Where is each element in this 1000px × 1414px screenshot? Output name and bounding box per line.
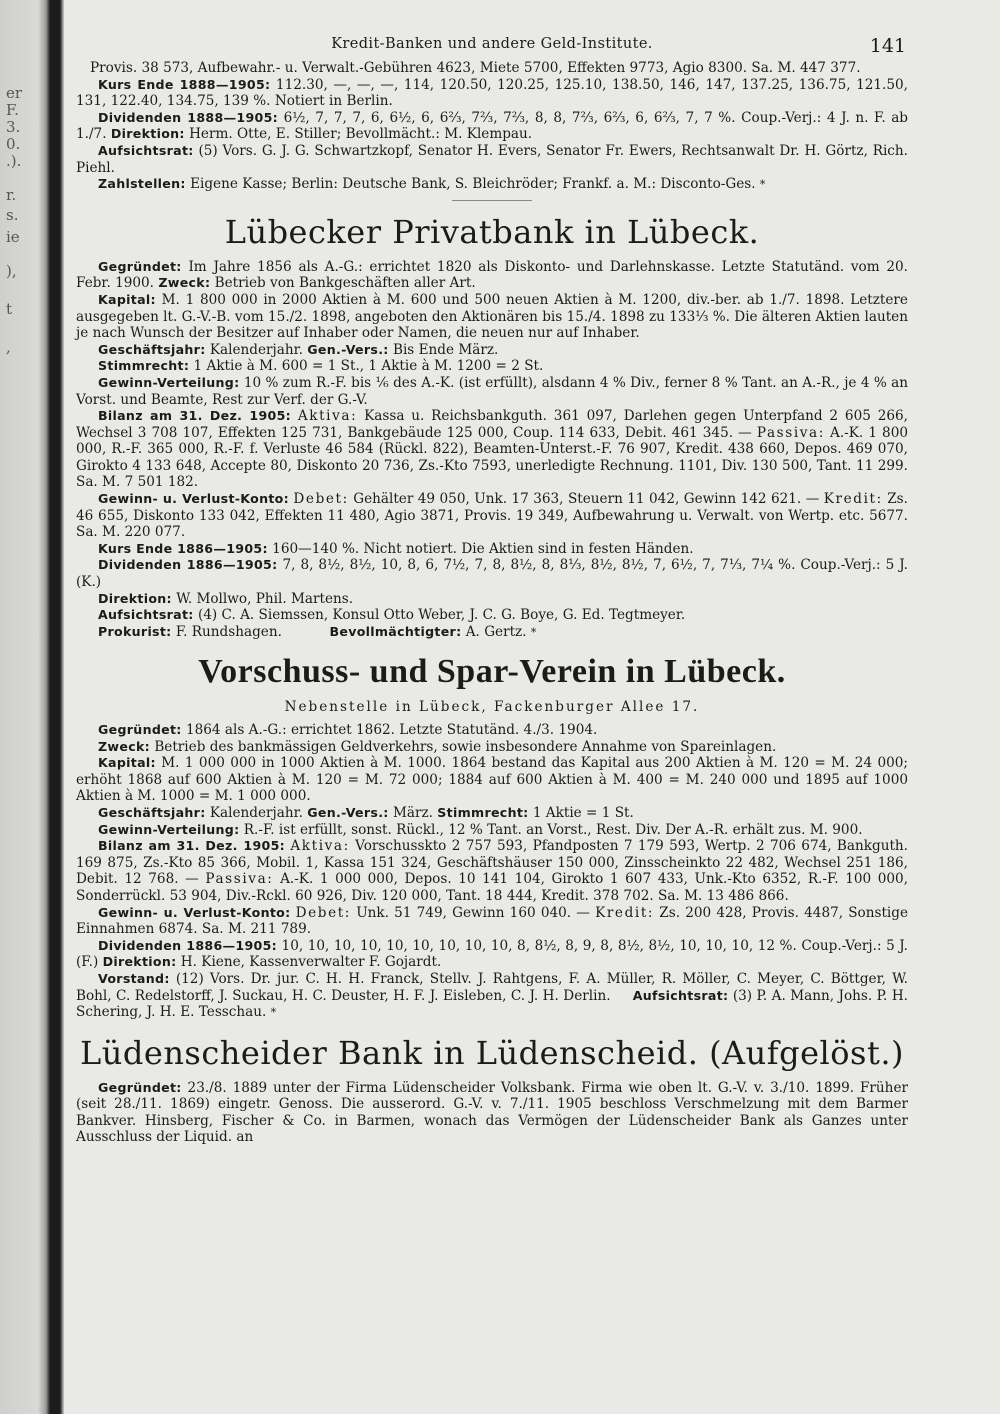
direktion-text: W. Mollwo, Phil. Martens. [176, 590, 354, 607]
guv-kredit-text: Zs. 46 655, Diskonto 133 042, Effekten 11 480, Agio 3871, Provis. 19 349, Aufbewahrung u. Verwalt. von Wertp. etc. 5677. Sa. M. 220 077. [76, 491, 908, 541]
kapital-text: M. 1 000 000 in 1000 Aktien à M. 1000. 1864 bestand das Kapital aus 200 Aktien à M. 120 = M. 24 000; erhöht 1868 auf 600 Aktien à M. 120 = M. 72 000; 1884 auf 600 Aktien à M. 400 = M. 240 000 und 1895 auf 1000 Aktien à M. 1000 = M. 1 000 000. [76, 755, 909, 805]
entry-end-mark: * [759, 178, 766, 192]
vorstand-label: Vorstand: [98, 970, 170, 986]
aktiva-word: Aktiva: [297, 408, 358, 425]
gewinn-verlust-label: Gewinn- u. Verlust-Konto: [98, 491, 289, 507]
section-title: Lüdenscheider Bank in Lüdenscheid. (Aufgelöst.) [80, 1033, 904, 1072]
section-vorschuss-spar-verein [76, 653, 908, 1021]
section-title: Lübecker Privatbank in Lübeck. [224, 212, 760, 251]
margin-fragment: 3. [6, 118, 21, 136]
gegruendet-entry [76, 722, 908, 739]
gen-vers-label: Gen.-Vers.: [307, 804, 389, 820]
prokurist-label: Prokurist: [98, 623, 172, 639]
direktion-text: H. Kiene, Kassenverwalter F. Gojardt. [180, 954, 442, 971]
bilanz-label: Bilanz am 31. Dez. 1905: [98, 838, 286, 854]
aufsichtsrat-entry [76, 607, 908, 624]
aufsichtsrat-text: (3) P. A. Mann, Johs. P. H. Schering, J. H. E. Tesschau. [76, 987, 908, 1021]
zahlstellen-text: Eigene Kasse; Berlin: Deutsche Bank, S. Bleichröder; Frankf. a. M.: Disconto-Ges. [190, 176, 756, 193]
gewinn-verteilung-text: R.-F. ist erfüllt, sonst. Rückl., 12 % Tant. an Vorst., Rest. Div. Der A.-R. erhält zus. M. 900. [243, 821, 863, 838]
kapital-entry [76, 292, 908, 342]
vorstand-text: (12) Vors. Dr. jur. C. H. H. Franck, Stellv. J. Rahtgens, F. A. Müller, R. Möller, C. Meyer, C. Böttger, W. Bohl, C. Redelstorff, J. Suckau, H. C. Deuster, H. F. J. Eisleben, C. J. H. Derlin. [76, 970, 908, 1004]
gegruendet-label: Gegründet: [98, 1079, 182, 1095]
stimmrecht-entry [76, 358, 908, 375]
gegruendet-entry [76, 259, 908, 292]
gewinn-verteilung-entry [76, 375, 908, 408]
direktion-label: Direktion: [102, 954, 177, 970]
running-header [76, 30, 908, 60]
margin-fragment: .). [6, 152, 22, 170]
geschaeftsjahr-label: Geschäftsjahr: [98, 804, 206, 820]
dividenden-label: Dividenden 1886—1905: [98, 937, 277, 953]
stimmrecht-label: Stimmrecht: [437, 804, 529, 820]
gewinn-verlust-entry [76, 491, 908, 541]
stimmrecht-text: 1 Aktie à M. 600 = 1 St., 1 Aktie à M. 1200 = 2 St. [193, 358, 544, 375]
direktion-text: Herm. Otte, E. Stiller; Bevollmächt.: M. Klempau. [189, 126, 533, 143]
aufsichtsrat-label: Aufsichtsrat: [98, 142, 194, 158]
kurs-entry [76, 77, 908, 110]
gewinn-verteilung-text: 10 % zum R.-F. bis ⅙ des A.-K. (ist erfüllt), alsdann 4 % Div., ferner 8 % Tant. an A.-R., je 4 % an Vorst. und Beamte, Rest zur Verf. der G.-V. [76, 374, 908, 408]
entry-end-mark: * [270, 1006, 277, 1020]
zweck-label: Zweck: [158, 275, 211, 291]
passiva-word: Passiva: [756, 424, 825, 441]
kapital-label: Kapital: [98, 755, 156, 771]
zahlstellen-entry [76, 176, 908, 194]
zweck-entry [76, 739, 908, 756]
running-title: Kredit-Banken und andere Geld-Institute. [331, 36, 653, 52]
bilanz-label: Bilanz am 31. Dez. 1905: [98, 408, 291, 424]
page-number: 141 [869, 35, 906, 57]
margin-fragment: F. [6, 101, 19, 119]
debet-word: Debet: [293, 491, 349, 508]
prokurist-text: F. Rundshagen. [175, 623, 282, 640]
dividenden-text: 7, 8, 8½, 8½, 10, 8, 6, 7½, 7, 8, 8½, 8, 8⅓, 8½, 8½, 7, 6½, 7, 7⅓, 7¼ %. Coup.-Verj.: 5 J. (K.) [76, 557, 908, 591]
geschaeftsjahr-entry [76, 805, 908, 822]
bilanz-entry [76, 408, 908, 491]
bilanz-aktiva-text: Vorschusskto 2 757 593, Pfandposten 7 179 593, Wertp. 2 706 674, Bankguth. 169 875, Zs.-Kto 85 366, Mobil. 1, Kassa 151 324, Geschäftshäuser 150 000, Zinsscheinkto 22 482, Wechsel 251 186, Debit. 12 768. — [76, 838, 908, 888]
zahlstellen-label: Zahlstellen: [98, 176, 186, 192]
aufsichtsrat-text: (4) C. A. Siemssen, Konsul Otto Weber, J. C. G. Boye, G. Ed. Tegtmeyer. [197, 607, 686, 624]
aufsichtsrat-label: Aufsichtsrat: [98, 607, 194, 623]
zweck-text: Betrieb von Bankgeschäften aller Art. [214, 275, 476, 292]
aktiva-word: Aktiva: [290, 838, 350, 855]
dividenden-entry [76, 938, 908, 971]
zweck-label: Zweck: [98, 738, 150, 754]
debet-word: Debet: [295, 904, 351, 921]
section-subtitle: Nebenstelle in Lübeck, Fackenburger Allee 17. [284, 699, 700, 716]
dividenden-entry [76, 557, 908, 590]
gegruendet-text: 23./8. 1889 unter der Firma Lüdenscheider Volksbank. Firma wie oben lt. G.-V. v. 3./10. 1899. Früher (seit 28./11. 1869) eingetr. Genoss. Die ausserord. G.-V. v. 7./11. 1905 beschloss Verschmelzung mit dem Barmer Bankver. Hinsberg, Fischer & Co. in Barmen, wonach das Vermögen der Lüdenscheider Bank als Ganzes unter Ausschluss der Liquid. an [76, 1079, 908, 1146]
section-divider [452, 200, 532, 201]
aufsichtsrat-label: Aufsichtsrat: [632, 987, 729, 1003]
bevollmaechtigter-label: Bevollmächtigter: [329, 623, 462, 639]
kredit-word: Kredit: [823, 491, 883, 508]
kurs-text: 160—140 %. Nicht notiert. Die Aktien sind in festen Händen. [272, 540, 694, 557]
gewinn-verteilung-entry [76, 822, 908, 839]
bilanz-entry [76, 838, 908, 904]
bilanz-passiva-text: A.-K. 1 800 000, R.-F. 365 000, R.-F. f. Verluste 46 584 (Rückl. 822), Beamten-Unterst.-F. 76 907, Kredit. 438 660, Depos. 469 070, Girokto 4 133 648, Accepte 80, Diskonto 20 736, Zs.-Kto 7593, unerledigte Rechnung. 1101, Div. 130 500, Tant. 11 299. Sa. M. 7 501 182. [76, 424, 909, 491]
gewinn-verlust-entry [76, 905, 908, 938]
aufsichtsrat-entry [76, 143, 908, 176]
gen-vers-label: Gen.-Vers.: [307, 341, 389, 357]
kurs-label: Kurs Ende 1888—1905: [98, 76, 271, 92]
kredit-word: Kredit: [595, 904, 655, 921]
margin-fragment: ), [6, 262, 17, 280]
geschaeftsjahr-label: Geschäftsjahr: [98, 341, 206, 357]
gegruendet-text: 1864 als A.-G.: errichtet 1862. Letzte Statutänd. 4./3. 1904. [185, 722, 598, 738]
kurs-label: Kurs Ende 1886—1905: [98, 540, 268, 556]
bilanz-passiva-text: A.-K. 1 000 000, Depos. 10 141 104, Girokto 1 607 433, Unk.-Kto 6352, R.-F. 100 000, Sonderrückl. 53 904, Div.-Rckl. 60 926, Div. 120 000, Tant. 18 444, Kredit. 378 702. Sa. M. 13 486 866. [76, 871, 909, 904]
margin-fragment: t [6, 300, 13, 318]
dividenden-text: 6½, 7, 7, 7, 6, 6½, 6, 6⅔, 7⅔, 7⅔, 8, 8, 7⅔, 6⅔, 6, 6⅔, 7, 7 %. Coup.-Verj.: 4 J. n. F. ab 1./7. [76, 109, 909, 143]
gegruendet-entry [76, 1080, 908, 1146]
margin-fragment: 0. [6, 135, 21, 153]
gewinn-verteilung-label: Gewinn-Verteilung: [98, 821, 240, 837]
bevollmaechtigter-text: A. Gertz. [465, 623, 527, 640]
guv-debet-text: Unk. 51 749, Gewinn 160 040. — [356, 904, 590, 921]
dividenden-entry [76, 110, 908, 143]
gegruendet-label: Gegründet: [98, 722, 182, 737]
document-page [76, 30, 908, 1146]
bilanz-aktiva-text: Kassa u. Reichsbankguth. 361 097, Darlehen gegen Unterpfand 2 605 266, Wechsel 3 708 107, Effekten 125 731, Bankgebäude 125 000, Coup. 114 633, Debit. 461 345. — [76, 408, 908, 441]
margin-fragment: r. [6, 186, 17, 204]
geschaeftsjahr-text: Kalenderjahr. [209, 804, 303, 821]
direktion-label: Direktion: [110, 126, 185, 142]
margin-fragment: s. [6, 206, 19, 224]
kapital-text: M. 1 800 000 in 2000 Aktien à M. 600 und 500 neuen Aktien à M. 1200, div.-ber. ab 1./7. 1898. Letztere ausgegeben lt. G.-V.-B. vom 15./2. 1898, angeboten den Aktionären bis 15./4. 1898 zu 133⅓ %. Die älteren Aktien lauten je nach Wunsch der Besitzer auf Inhaber oder Namen, die neuen nur auf Inhaber. [76, 291, 908, 342]
direktion-label: Direktion: [98, 590, 172, 606]
geschaeftsjahr-entry [76, 342, 908, 359]
section-title: Vorschuss- und Spar-Verein in Lübeck. [198, 653, 786, 691]
section-continuation [76, 60, 908, 201]
direktion-entry [76, 591, 908, 608]
stimmrecht-label: Stimmrecht: [98, 358, 190, 374]
book-gutter [0, 0, 64, 1414]
gewinn-verteilung-label: Gewinn-Verteilung: [98, 374, 240, 390]
kapital-entry [76, 755, 908, 805]
section-luedenscheider-bank [76, 1034, 908, 1146]
gen-vers-text: März. [392, 804, 433, 821]
zweck-text: Betrieb des bankmässigen Geldverkehrs, sowie insbesondere Annahme von Spareinlagen. [154, 738, 777, 755]
kurs-entry [76, 541, 908, 558]
vorstand-entry [76, 971, 908, 1022]
gegruendet-label: Gegründet: [98, 258, 182, 274]
guv-debet-text: Gehälter 49 050, Unk. 17 363, Steuern 11 042, Gewinn 142 621. — [353, 491, 820, 508]
aufsichtsrat-text: (5) Vors. G. J. G. Schwartzkopf, Senator H. Evers, Senator Fr. Ewers, Rechtsanwalt Dr. H. Görtz, Rich. Piehl. [76, 142, 908, 176]
gewinn-verlust-label: Gewinn- u. Verlust-Konto: [98, 904, 291, 920]
passiva-word: Passiva: [205, 871, 274, 888]
dividenden-label: Dividenden 1886—1905: [98, 557, 278, 573]
margin-fragment: , [6, 338, 11, 356]
kurs-text: 112.30, —, —, —, 114, 120.50, 120.25, 125.10, 138.50, 146, 147, 137.25, 136.75, 121.50, 131, 122.40, 134.75, 139 %. Notiert in Berlin. [76, 76, 908, 110]
section-luebecker-privatbank [76, 213, 908, 642]
gen-vers-text: Bis Ende März. [392, 341, 499, 358]
dividenden-label: Dividenden 1888—1905: [98, 109, 279, 125]
stimmrecht-text: 1 Aktie = 1 St. [532, 804, 634, 821]
guv-kredit-text: Zs. 200 428, Provis. 4487, Sonstige Einnahmen 6874. Sa. M. 211 789. [76, 904, 909, 938]
margin-fragment: ie [6, 228, 20, 246]
geschaeftsjahr-text: Kalenderjahr. [209, 341, 303, 358]
prokurist-entry [76, 624, 908, 642]
provis-line: Provis. 38 573, Aufbewahr.- u. Verwalt.-Gebühren 4623, Miete 5700, Effekten 9773, Agio 8300. Sa. M. 447 377. [90, 60, 861, 76]
margin-fragment: er [6, 84, 23, 102]
gegruendet-text: Im Jahre 1856 als A.-G.: errichtet 1820 als Diskonto- und Darlehnskasse. Letzte Statutänd. vom 20. Febr. 1900. [76, 258, 909, 292]
dividenden-text: 10, 10, 10, 10, 10, 10, 10, 10, 10, 8, 8½, 8, 9, 8, 8½, 8½, 10, 10, 10, 12 %. Coup.-Verj.: 5 J. (F.) [76, 937, 908, 971]
kapital-label: Kapital: [98, 291, 156, 307]
entry-end-mark: * [530, 625, 537, 639]
